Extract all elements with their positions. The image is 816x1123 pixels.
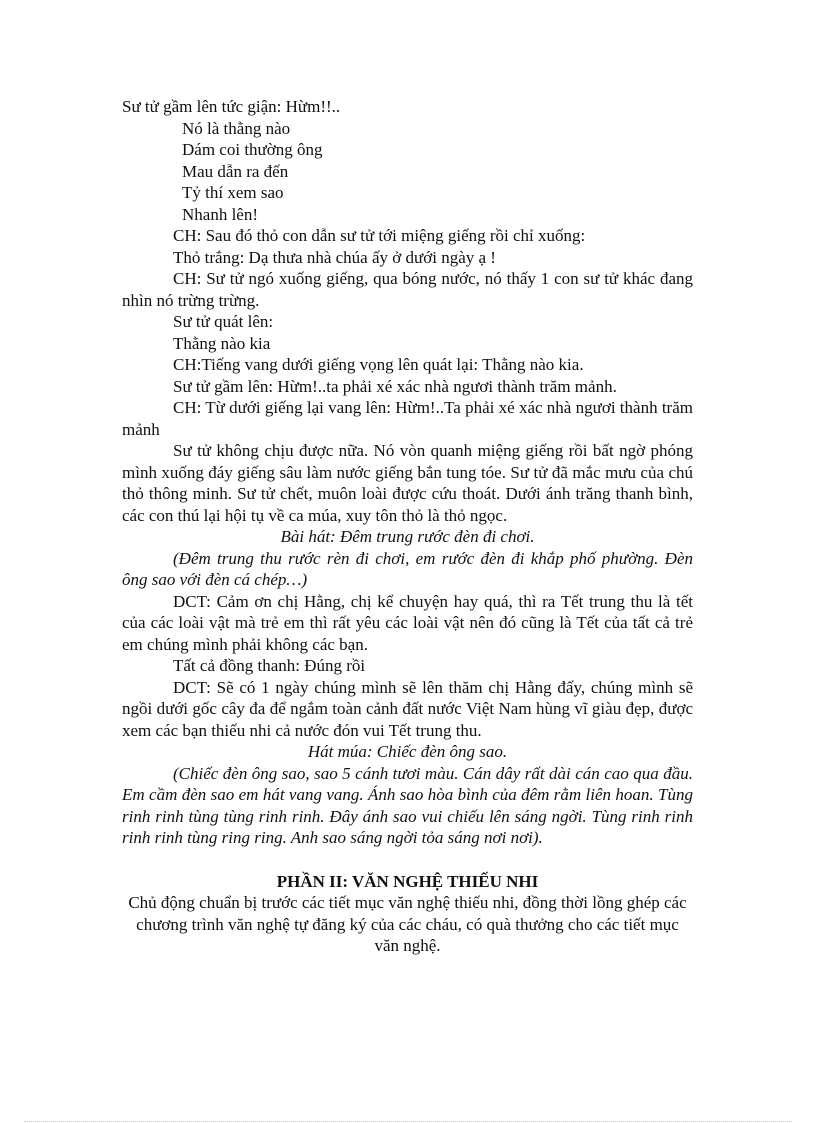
song2-title: Hát múa: Chiếc đèn ông sao. [307, 742, 508, 761]
verse-line-5: Nhanh lên! [182, 204, 259, 224]
lion-who-line: Thằng nào kia [173, 333, 271, 353]
part2-heading: PHẦN II: VĂN NGHỆ THIẾU NHI [276, 871, 539, 891]
mc-paragraph-2: DCT: Sẽ có 1 ngày chúng mình sẽ lên thăm chị Hằng đấy, chúng mình sẽ ngồi dưới gốc cây đa để ngắm toàn cảnh đất nước Việt Nam hùng vĩ giàu đẹp, được xem các bạn thiếu nhi cả nước đón vui Tết trung thu. [122, 677, 693, 740]
narrator-paragraph-3: CH:Tiếng vang dưới giếng vọng lên quát lại: Thằng nào kia. [173, 355, 584, 374]
lion-roar-line-2: Sư tử gầm lên: Hừm!..ta phải xé xác nhà ngươi thành trăm mảnh. [173, 376, 617, 396]
section-spacer [122, 849, 693, 871]
song1-lyrics: (Đêm trung thu rước rèn đi chơi, em rước đèn đi khắp phố phường. Đèn ông sao với đèn cá chép…) [122, 548, 693, 589]
narrator-paragraph-1: CH: Sau đó thỏ con dẫn sư tử tới miệng giếng rồi chỉ xuống: [173, 226, 586, 245]
song2-lyrics: (Chiếc đèn ông sao, sao 5 cánh tươi màu. Cán dây rất dài cán cao qua đầu. Em cầm đèn sao em hát vang vang. Ánh sao hòa bình của đêm rằm liên hoan. Tùng rinh rinh tùng tùng rinh rinh. Đây ánh sao vui chiếu lên sáng ngời. Tùng rinh rinh rinh rinh tùng ring ring. Anh sao sáng ngời tỏa sáng nơi nơi). [122, 763, 693, 847]
narrator-paragraph-4: CH: Từ dưới giếng lại vang lên: Hừm!..Ta phải xé xác nhà ngươi thành trăm mảnh [122, 398, 693, 439]
part2-body: Chủ động chuẩn bị trước các tiết mục văn nghệ thiếu nhi, đồng thời lồng ghép các chương trình văn nghệ tự đăng ký của các cháu, có quà thưởng cho các tiết mục văn nghệ. [128, 893, 687, 955]
all-reply-line: Tất cả đồng thanh: Đúng rồi [173, 656, 366, 675]
document-page [122, 96, 693, 957]
lion-shout-line: Sư tử quát lên: [173, 312, 274, 331]
verse-line-3: Mau dẫn ra đến [182, 161, 289, 181]
verse-line-1: Nó là thằng nào [182, 118, 291, 138]
page-bottom-divider [24, 1121, 792, 1122]
verse-line-2: Dám coi thường ông [182, 140, 323, 159]
story-ending-paragraph: Sư tử không chịu được nữa. Nó vòn quanh miệng giếng rồi bất ngờ phóng mình xuống đáy giếng sâu làm nước giếng bắn tung tóe. Sư tử đã mắc mưu của chú thỏ thông minh. Sư tử chết, muôn loài được cứu thoát. Dưới ánh trăng thanh bình, các con thú lại hội tụ về ca múa, xuy tôn thỏ là thỏ ngọc. [122, 441, 693, 525]
mc-paragraph-1: DCT: Cảm ơn chị Hằng, chị kể chuyện hay quá, thì ra Tết trung thu là tết của các loài vật mà trẻ em thì rất yêu các loài vật nên đó cũng là Tết của tất cả trẻ em chúng mình phải không các bạn. [122, 591, 693, 654]
narrator-paragraph-2: CH: Sư tử ngó xuống giếng, qua bóng nước, nó thấy 1 con sư tử khác đang nhìn nó trừng trừng. [122, 269, 693, 310]
rabbit-line: Thỏ trắng: Dạ thưa nhà chúa ấy ở dưới ngày ạ ! [173, 247, 496, 267]
verse-line-4: Tỷ thí xem sao [182, 183, 284, 202]
song1-title: Bài hát: Đêm trung rước đèn đi chơi. [280, 527, 535, 546]
lion-roar-line: Sư tử gầm lên tức giận: Hừm!!.. [122, 97, 341, 116]
